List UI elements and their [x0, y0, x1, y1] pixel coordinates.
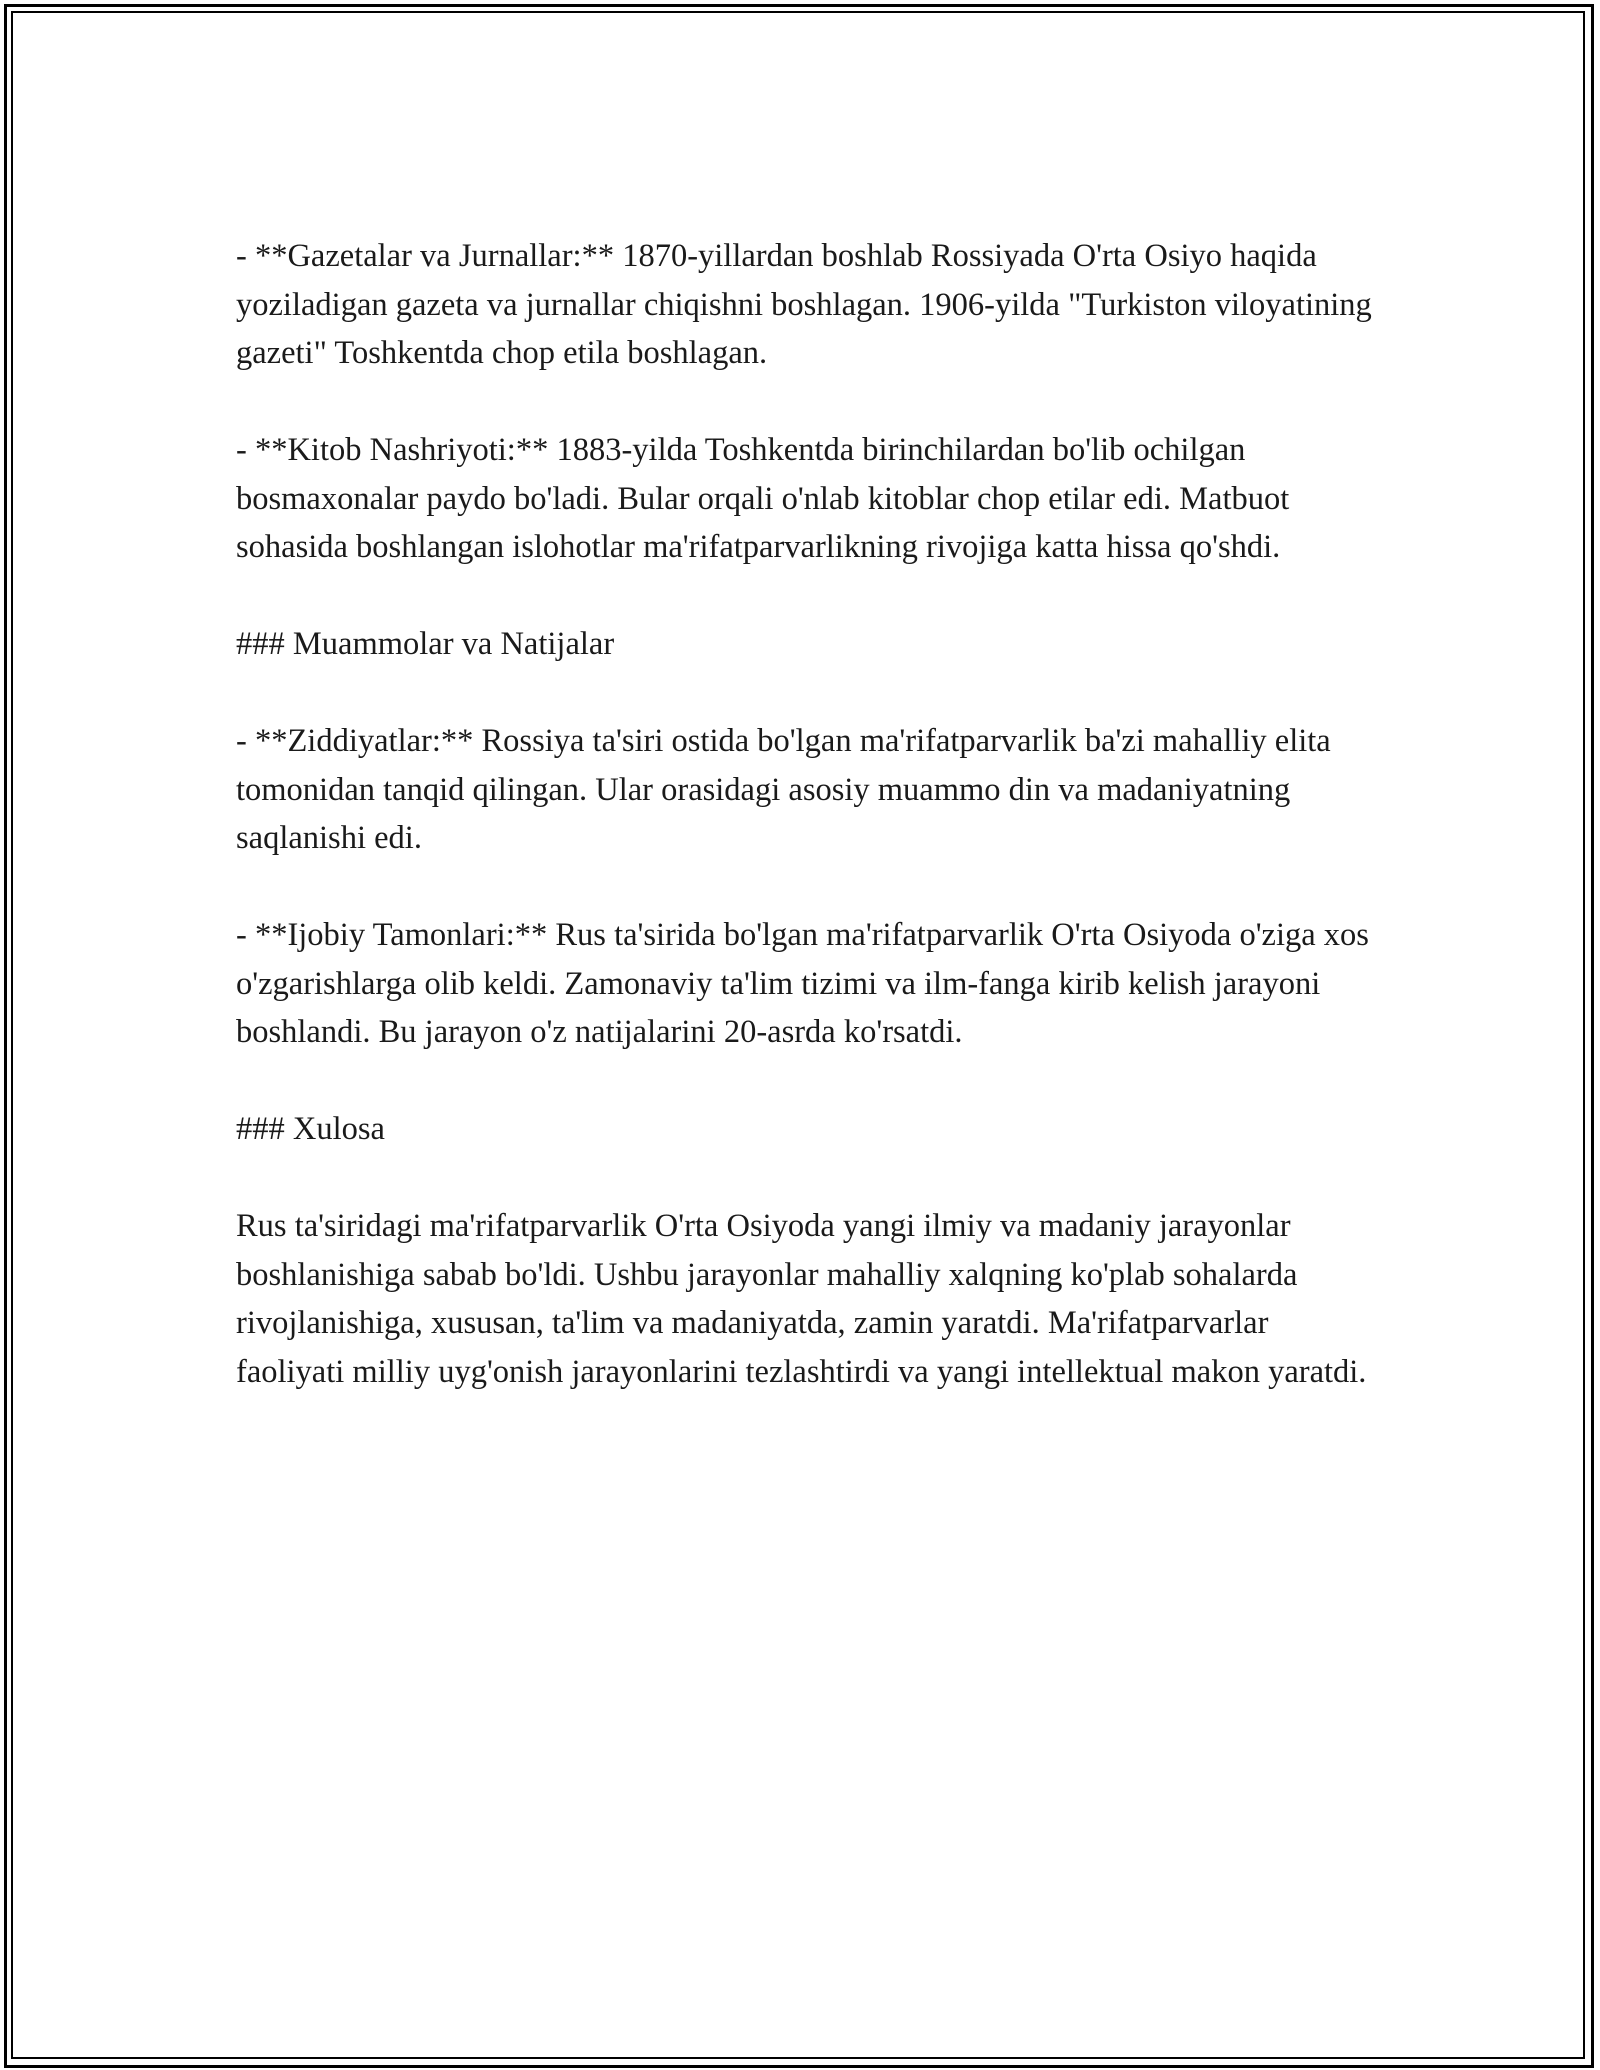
section-heading-xulosa: ### Xulosa	[236, 1111, 385, 1147]
list-item-ziddiyatlar: - **Ziddiyatlar:** Rossiya ta'siri ostida bo'lgan ma'rifatparvarlik ba'zi mahalliy elita tomonidan tanqid qilingan. Ular orasidagi asosiy muammo din va madaniyatning saqlanishi edi.	[236, 723, 1331, 856]
conclusion-paragraph: Rus ta'siridagi ma'rifatparvarlik O'rta Osiyoda yangi ilmiy va madaniy jarayonlar boshlanishiga sabab bo'ldi. Ushbu jarayonlar mahalliy xalqning ko'plab sohalarda rivojlanishiga, xususan, ta'lim va madaniyatda, zamin yaratdi. Ma'rifatparvarlar faoliyati milliy uyg'onish jarayonlarini tezlashtirdi va yangi intellektual makon yaratdi.	[236, 1208, 1367, 1390]
list-item-ijobiy-tamonlari: - **Ijobiy Tamonlari:** Rus ta'sirida bo'lgan ma'rifatparvarlik O'rta Osiyoda o'ziga xos o'zgarishlarga olib keldi. Zamonaviy ta'lim tizimi va ilm-fanga kirib kelish jarayoni boshlandi. Bu jarayon o'z natijalarini 20-asrda ko'rsatdi.	[236, 917, 1369, 1050]
list-item-kitob-nashriyoti: - **Kitob Nashriyoti:** 1883-yilda Toshkentda birinchilardan bo'lib ochilgan bosmaxonalar paydo bo'ladi. Bular orqali o'nlab kitoblar chop etilar edi. Matbuot sohasida boshlangan islohotlar ma'rifatparvarlikning rivojiga katta hissa qo'shdi.	[236, 432, 1290, 565]
list-item-gazetalar: - **Gazetalar va Jurnallar:** 1870-yillardan boshlab Rossiyada O'rta Osiyo haqida yoziladigan gazeta va jurnallar chiqishni boshlagan. 1906-yilda "Turkiston viloyatining gazeti" Toshkentda chop etila boshlagan.	[236, 238, 1372, 371]
section-heading-muammolar: ### Muammolar va Natijalar	[236, 626, 615, 662]
document-body	[236, 232, 1376, 1445]
